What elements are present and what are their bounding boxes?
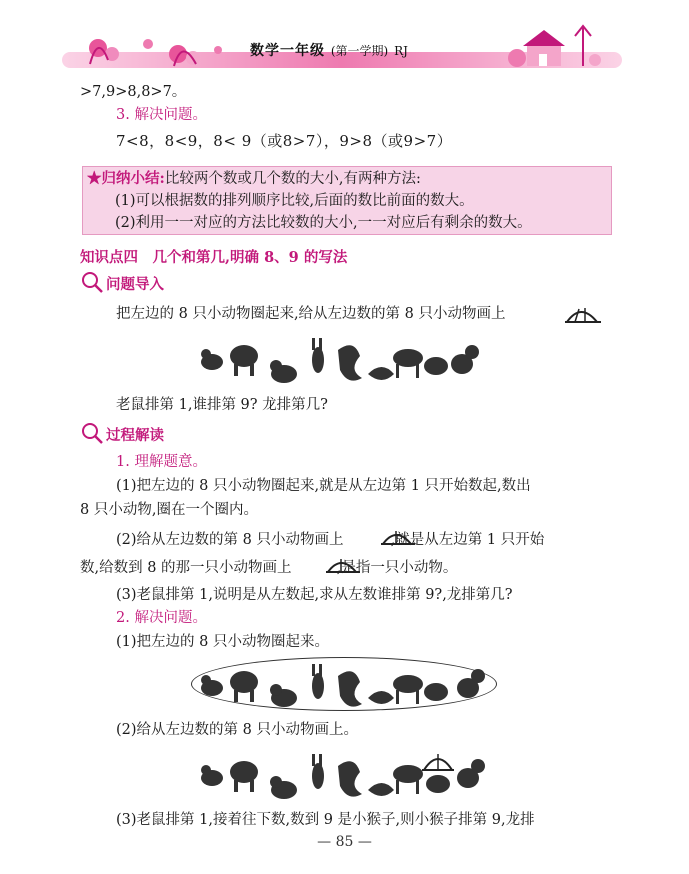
step-1-line-e: (3)老鼠排第 1,说明是从左数起,求从左数谁排第 9?,龙排第几? xyxy=(116,587,513,603)
house-decoration-icon xyxy=(505,18,605,70)
summary-intro: 比较两个数或几个数的大小,有两种方法: xyxy=(164,171,421,187)
step-1-line-a: (1)把左边的 8 只小动物圈起来,就是从左边第 1 只开始数起,数出 xyxy=(116,478,531,494)
process-title: 过程解读 xyxy=(106,427,164,444)
step-2-line-c: (3)老鼠排第 1,接着往下数,数到 9 是小猴子,则小猴子排第 9,龙排 xyxy=(116,812,535,828)
book-title xyxy=(250,40,408,60)
book-edition: RJ xyxy=(394,44,408,58)
magnifier-icon xyxy=(80,421,104,445)
intro-line-2: 老鼠排第 1,谁排第 9? 龙排第几? xyxy=(116,397,328,413)
page-number: — 85 — xyxy=(317,834,372,850)
continuation-line: >7,9>8,8>7。 xyxy=(80,84,187,100)
step-1-line-c xyxy=(116,530,544,550)
intro-line-1-text: 把左边的 8 只小动物圈起来,给从左边数的第 8 只小动物画上 xyxy=(116,306,506,322)
hat-icon xyxy=(324,554,362,578)
zodiac-animals-row-hat xyxy=(198,744,494,804)
hat-icon xyxy=(422,754,454,770)
summary-line-1 xyxy=(87,169,421,189)
knowledge-point-title: 知识点四 几个和第几,明确 8、9 的写法 xyxy=(80,249,348,266)
step-1-line-d-part1: 数,给数到 8 的那一只小动物画上 xyxy=(80,560,292,576)
page-header xyxy=(0,0,689,78)
hat-icon xyxy=(379,526,417,550)
step-2-line-b: (2)给从左边数的第 8 只小动物画上。 xyxy=(116,722,358,738)
summary-box xyxy=(82,166,612,235)
book-title-main: 数学一年级 xyxy=(250,43,325,59)
step-1-line-d xyxy=(80,558,457,578)
summary-heading: ★归纳小结: xyxy=(87,170,165,187)
book-title-term: (第一学期) xyxy=(330,44,389,58)
summary-line-3: (2)利用一一对应的方法比较数的大小,一一对应后有剩余的数大。 xyxy=(115,215,532,231)
step-1-line-d-part2: ,是指一只小动物。 xyxy=(336,560,458,576)
intro-line-1 xyxy=(116,304,506,324)
step-1-heading: 1. 理解题意。 xyxy=(116,454,207,470)
step-3-heading: 3. 解决问题。 xyxy=(116,107,207,123)
comparison-answer: 7<8，8<9，8< 9（或8>7），9>8（或9>7） xyxy=(116,132,453,150)
hat-icon xyxy=(563,302,603,328)
step-1-line-c-part1: (2)给从左边数的第 8 只小动物画上 xyxy=(116,532,344,548)
step-2-heading: 2. 解决问题。 xyxy=(116,610,207,626)
step-2-line-a: (1)把左边的 8 只小动物圈起来。 xyxy=(116,634,329,650)
step-1-line-c-part2: ,就是从左边第 1 只开始 xyxy=(390,532,545,548)
intro-title: 问题导入 xyxy=(106,276,164,293)
floral-decoration-icon xyxy=(78,24,228,70)
step-1-line-b: 8 只小动物,圈在一个圈内。 xyxy=(80,502,258,518)
zodiac-animals-row-circled xyxy=(198,658,494,714)
magnifier-icon xyxy=(80,270,104,294)
zodiac-animals-row xyxy=(198,330,494,390)
summary-line-2: (1)可以根据数的排列顺序比较,后面的数比前面的数大。 xyxy=(115,193,474,209)
